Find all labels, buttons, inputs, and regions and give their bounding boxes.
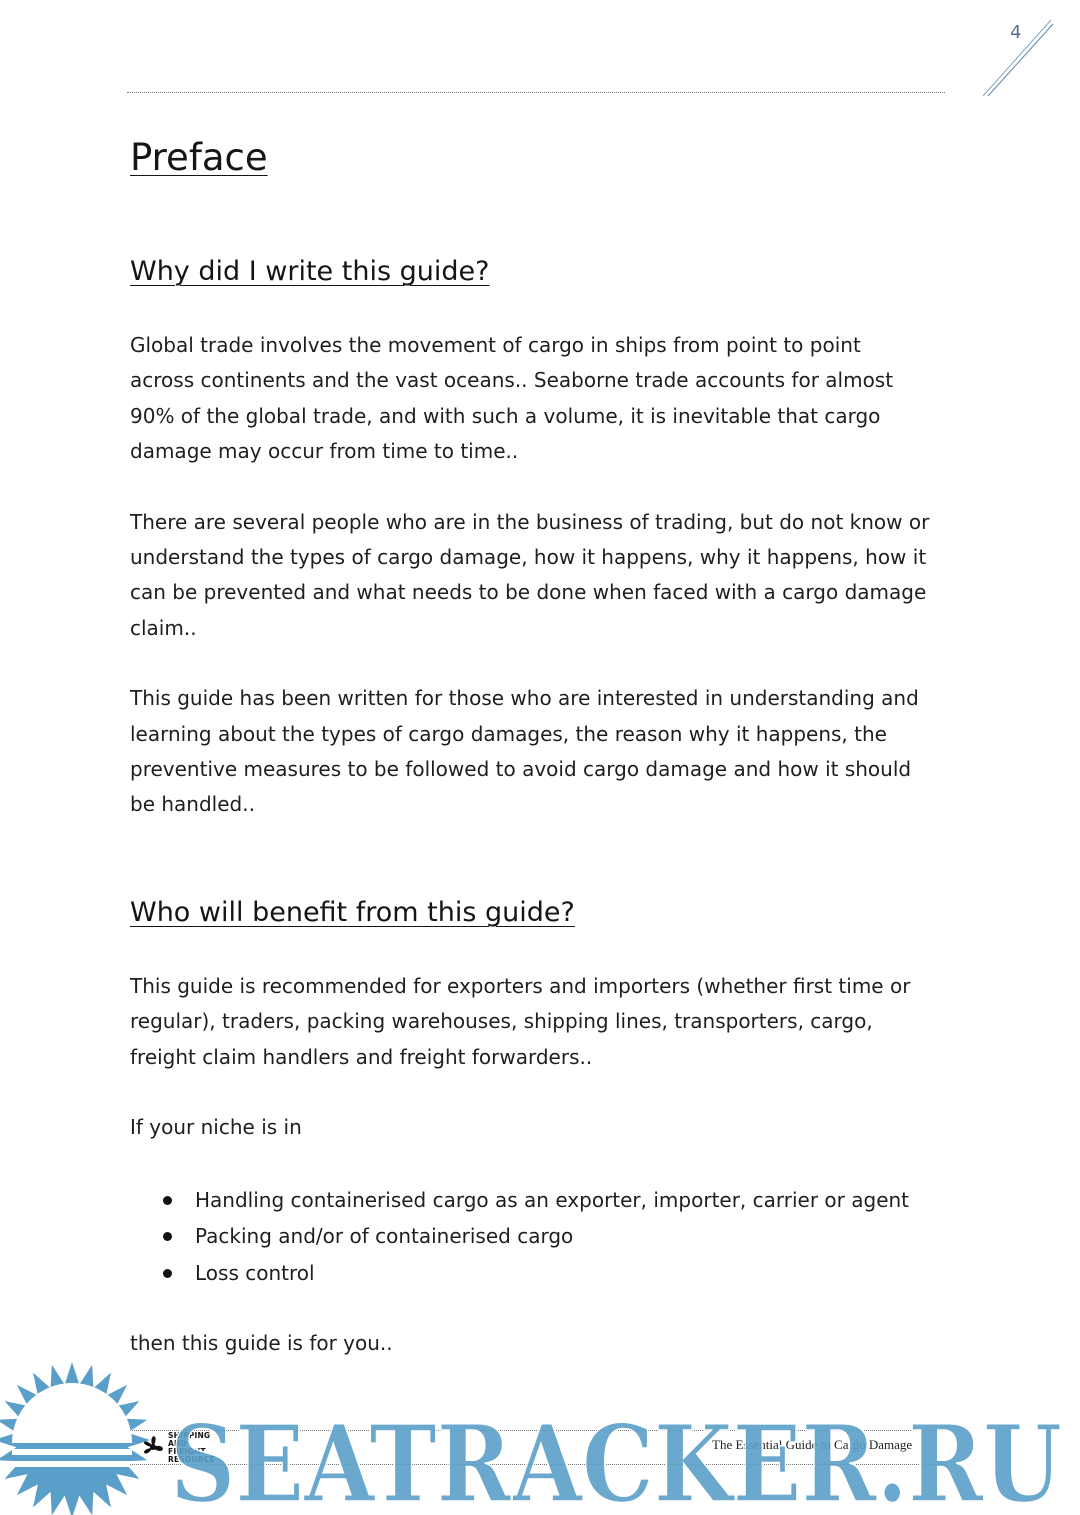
list-item-text: Handling containerised cargo as an exporter, importer, carrier or agent (195, 1187, 910, 1212)
logo-word: SHIPPING (168, 1431, 211, 1440)
paragraph: There are several people who are in the business of trading, but do not know or understand the types of cargo damage, how it happens, why it happens, how it can be prevented and what needs to be done when faced with a cargo damage claim.. (130, 509, 930, 640)
footer-rule (127, 1464, 945, 1465)
footer-guide-title: The Essential Guide to Cargo Damage (712, 1437, 913, 1452)
sun-burst-icon (0, 1362, 150, 1515)
watermark-text: SEATRACKER.RU (170, 1401, 1062, 1515)
bullet-icon (163, 1196, 172, 1205)
closing-line: then this guide is for you.. (130, 1331, 393, 1356)
header-rule (127, 92, 945, 93)
logo-word: RESOURCE (168, 1455, 215, 1464)
list-item (130, 1218, 930, 1255)
logo-word: AND (168, 1439, 187, 1448)
page-content (130, 132, 930, 1362)
footer-logo (138, 1430, 228, 1464)
section-heading-why: Why did I write this guide? (130, 256, 490, 287)
bullet-list (130, 1182, 930, 1292)
paragraph: If your niche is in (130, 1115, 302, 1140)
section-heading-who: Who will benefit from this guide? (130, 896, 575, 928)
bullet-icon (163, 1269, 172, 1278)
list-item (130, 1255, 930, 1292)
list-item-text: Packing and/or of containerised cargo (195, 1224, 574, 1249)
corner-slash-decoration (975, 12, 1060, 102)
logo-word: FREIGHT (168, 1447, 206, 1456)
page-number: 4 (1010, 22, 1022, 43)
footer-rule (127, 1430, 945, 1431)
paragraph: This guide is recommended for exporters and importers (whether first time or regular), traders, packing warehouses, shipping lines, transporters, cargo, freight claim handlers and freight forwarders.. (130, 973, 911, 1069)
bullet-icon (163, 1232, 172, 1241)
page-title: Preface (130, 136, 268, 179)
paragraph: Global trade involves the movement of cargo in ships from point to point across continents and the vast oceans.. Seaborne trade accounts for almost 90% of the global trade, and with such a volume, it is inevitable that cargo damage may occur from time to time.. (130, 333, 894, 464)
paragraph: This guide has been written for those who are interested in understanding and learning about the types of cargo damages, the reason why it happens, the preventive measures to be followed to avoid cargo damage and how it should be handled.. (130, 686, 919, 817)
list-item (130, 1182, 930, 1219)
list-item-text: Loss control (195, 1260, 315, 1285)
propeller-icon (138, 1430, 168, 1464)
